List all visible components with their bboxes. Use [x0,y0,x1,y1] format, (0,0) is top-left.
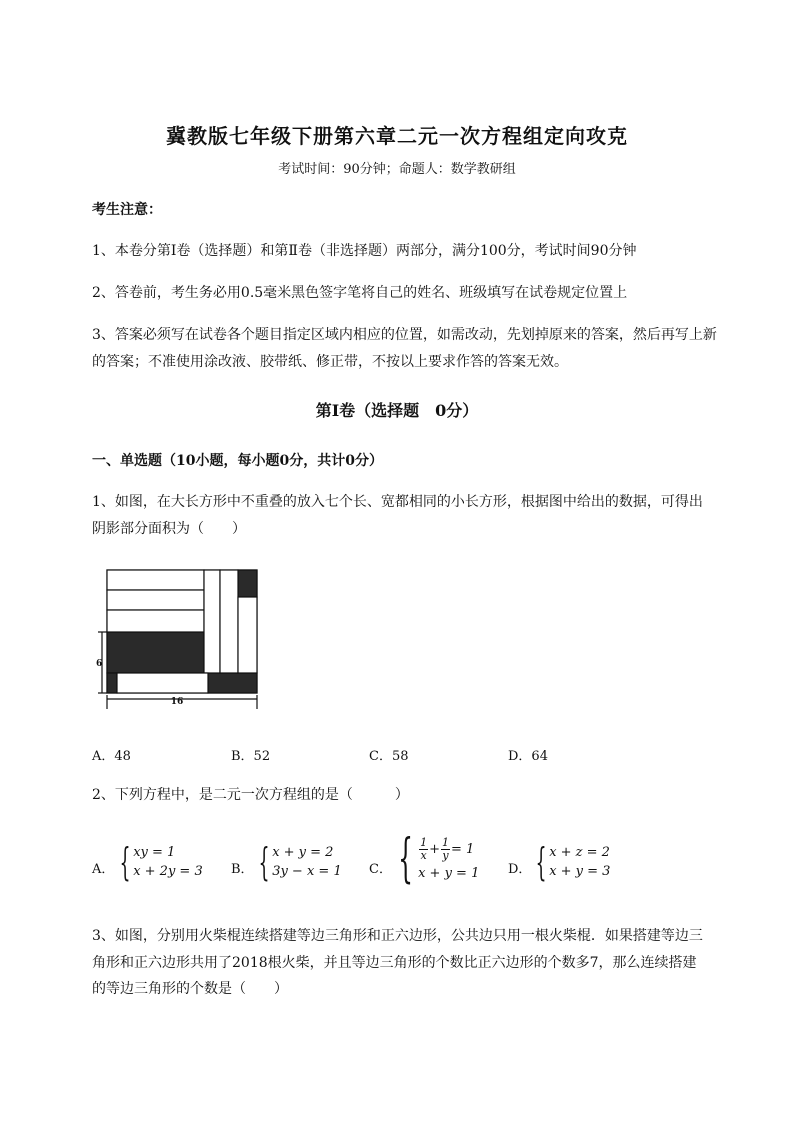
question-1-text-cont: 阴影部分面积为（ ） [92,521,246,537]
question-2-option-a-system[interactable] [113,840,203,884]
equation: x + 2y = 3 [133,864,203,879]
question-2-text: 2、下列方程中，是二元一次方程组的是（ ） [92,787,409,803]
notice-item-3: 3、答案必须写在试卷各个题目指定区域内相应的位置，如需改动，先划掉原来的答案，然后再写上新 [92,327,717,343]
question-2-option-d-label[interactable]: D． [508,862,532,877]
question-2-option-b-system[interactable] [252,840,342,884]
brace-icon: { [119,840,131,884]
notice-item-3-cont: 的答案；不准使用涂改液、胶带纸、修正带，不按以上要求作答的答案无效。 [92,354,568,370]
question-2-option-a-label[interactable]: A． [92,862,115,877]
fraction: $\frac{1}{y}$ [442,836,449,862]
brace-icon: { [258,840,270,884]
equation: x + y = 1 [418,866,480,881]
page-title: 冀教版七年级下册第六章二元一次方程组定向攻克 [166,124,628,148]
exam-info: 考试时间：90分钟；命题人：数学教研组 [278,162,516,177]
brace-icon: { [535,840,547,884]
notice-heading: 考生注意： [92,202,162,218]
question-1-option-c[interactable]: C．58 [369,749,409,764]
question-2-option-d-system[interactable] [529,840,611,884]
question-1-option-b[interactable]: B．52 [231,749,271,764]
question-1-option-a[interactable]: A．48 [92,749,131,764]
question-3-text: 3、如图，分别用火柴棍连续搭建等边三角形和正六边形，公共边只用一根火柴棍．如果搭建等边三 [92,928,703,944]
notice-item-2: 2、答卷前，考生务必用0.5毫米黑色签字笔将自己的姓名、班级填写在试卷规定位置上 [92,285,628,301]
question-1-figure [90,565,265,715]
notice-item-1: 1、本卷分第I卷（选择题）和第Ⅱ卷（非选择题）两部分，满分100分，考试时间90分钟 [92,243,637,259]
question-1-option-d[interactable]: D．64 [508,749,548,764]
equation: xy = 1 [133,845,176,860]
question-3-text-cont-2: 的等边三角形的个数是（ ） [92,981,288,997]
part-heading: 一、单选题（10小题，每小题0分，共计0分） [92,453,383,469]
equation: x + y = 3 [549,864,611,879]
fraction: $\frac{1}{x}$ [420,836,428,862]
question-3-text-cont: 角形和正六边形共用了2018根火柴，并且等边三角形的个数比正六边形的个数多7，那么连续搭建 [92,955,697,971]
equation: x + y = 2 [272,845,334,860]
question-1-text: 1、如图，在大长方形中不重叠的放入七个长、宽都相同的小长方形，根据图中给出的数据，可得出 [92,494,703,510]
question-2-option-c-label[interactable]: C． [369,862,392,877]
question-2-option-b-label[interactable]: B． [231,862,254,877]
figure-height-label: 6 [96,659,103,669]
section-title: 第I卷（选择题 0分） [315,401,479,420]
equation: 3y − x = 1 [272,864,342,879]
equation: $\frac{1}{x}$ + $\frac{1}{y}$ = 1 [420,836,475,862]
brace-icon: { [398,829,413,889]
equation: x + z = 2 [549,845,610,860]
question-2-option-c-system[interactable] [389,829,480,889]
figure-width-label: 16 [170,697,184,707]
